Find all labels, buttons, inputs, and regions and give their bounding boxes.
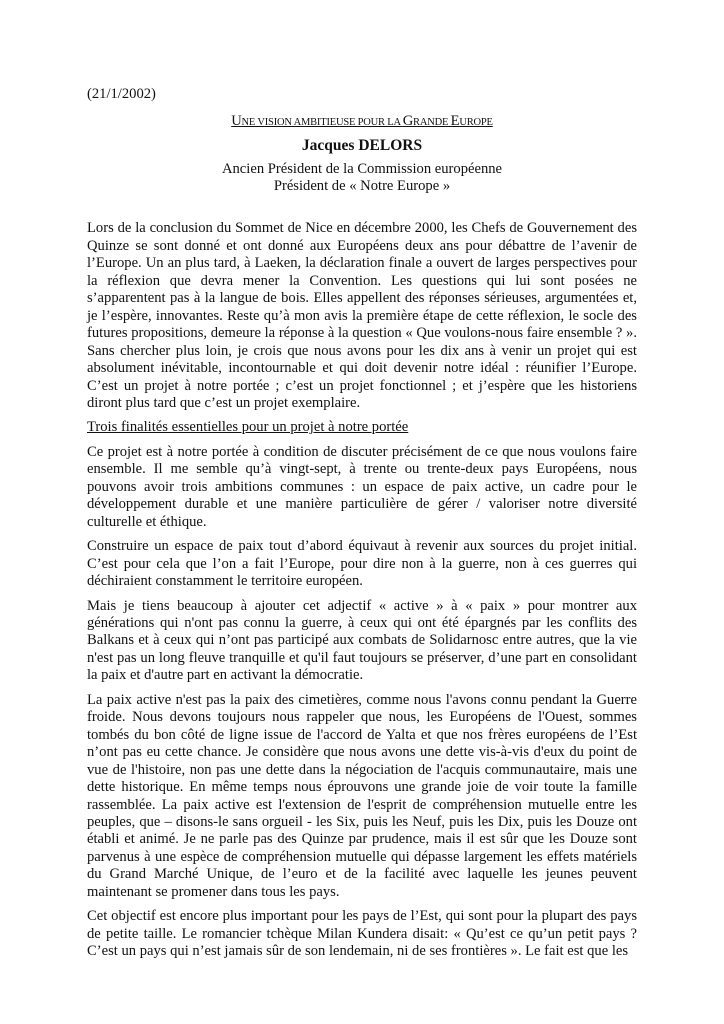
author-role-2: Président de « Notre Europe » <box>273 178 451 195</box>
title-cap-1: U <box>231 113 242 130</box>
document-page <box>87 86 637 968</box>
section-paragraph-5: Cet objectif est encore plus important pour les pays de l’Est, qui sont pour la plupart des pays de petite taille. Le romancier tchèque Milan Kundera disait: « Qu’est ce qu’un petit pays ? C’est un pays qui n’est jamais sûr de son lendemain, ni de ses frontières ». Le fait est que les <box>87 908 637 960</box>
title-cap-2: G <box>402 113 414 130</box>
title-sc-3: UROPE <box>459 117 493 129</box>
document-body <box>87 220 637 960</box>
title-sc-1: NE VISION AMBITIEUSE POUR LA <box>241 117 403 129</box>
title-cap-3: E <box>450 113 460 130</box>
intro-paragraph: Lors de la conclusion du Sommet de Nice en décembre 2000, les Chefs de Gouvernement des Quinze se sont donné et ont donné aux Européens deux ans pour débattre de l’avenir de l’Europe. Un an plus tard, à Laeken, la déclaration finale a ouvert de larges perspectives pour la réflexion que devra mener la Convention. Les questions qui lui sont posées ne s’apparentent pas à la langue de bois. Elles appellent des réponses sérieuses, argumentées et, je l’espère, innovantes. Reste qu’à mon avis la première étape de cette réflexion, le socle des futures propositions, demeure la réponse à la question « Que voulons-nous faire ensemble ? ». Sans chercher plus loin, je crois que nous avons pour les dix ans à venir un projet qui est absolument inévitable, incontournable et qui doit devenir notre idéal : réunifier l’Europe. C’est un projet à notre portée ; c’est un projet fonctionnel ; et j’espère que les historiens diront plus tard que c’est un projet exemplaire. <box>87 220 637 411</box>
section-heading: Trois finalités essentielles pour un projet à notre portée <box>87 419 409 436</box>
section-paragraph-3: Mais je tiens beaucoup à ajouter cet adjectif « active » à « paix » pour montrer aux générations qui n'ont pas connu la guerre, à ceux qui ont été épargnés par les conflits des Balkans et à ceux qui n’ont pas participé aux combats de Solidarnosc entre autres, que la vie n'est pas un long fleuve tranquille et qu'il faut toujours se préserver, d’une part en consolidant la paix et d'autre part en activant la démocratie. <box>87 597 637 684</box>
section-paragraph-4: La paix active n'est pas la paix des cimetières, comme nous l'avons connu pendant la Guerre froide. Nous devons toujours nous rappeler que nous, les Européens de l'Ouest, sommes tombés du bon côté de ligne issue de l'accord de Yalta et que nos frères européens de l’Est n’ont pas eu cette chance. Je considère que nous avons une dette vis-à-vis d'eux du point de vue de l'histoire, non pas une dette dans la négociation de l'acquis communautaire, mais une dette historique. En même temps nous éprouvons une grande joie de voir toute la famille rassemblée. La paix active est l'extension de l'esprit de compréhension mutuelle entre les peuples, que – disons-le sans orgueil - les Six, puis les Neuf, puis les Dix, puis les Douze ont établi et animé. Je ne parle pas des Quinze par prudence, mais il est sûr que les Douze sont parvenus à une espèce de compréhension mutuelle qui dépasse largement les effets matériels du Grand Marché Unique, de l’euro et de la facilité avec laquelle les jeunes peuvent maintenant se promener dans tous les pays. <box>87 691 637 900</box>
document-date: (21/1/2002) <box>87 86 156 102</box>
document-title <box>87 112 637 131</box>
title-sc-2: RANDE <box>413 117 451 129</box>
section-paragraph-2: Construire un espace de paix tout d’abord équivaut à revenir aux sources du projet initial. C’est pour cela que l’on a fait l’Europe, pour dire non à la guerre, non à ces guerres qui déchiraient constamment le territoire européen. <box>87 538 637 590</box>
author-role-1: Ancien Président de la Commission européenne <box>221 161 503 178</box>
author-name: Jacques DELORS <box>301 137 423 155</box>
section-paragraph-1: Ce projet est à notre portée à condition de discuter précisément de ce que nous voulons faire ensemble. Il me semble qu’à vingt-sept, à trente ou trente-deux pays Européens, nous pouvons avoir trois ambitions communes : un espace de paix active, un cadre pour le développement durable et une manière particulière de gérer / valoriser notre diversité culturelle et éthique. <box>87 443 637 530</box>
